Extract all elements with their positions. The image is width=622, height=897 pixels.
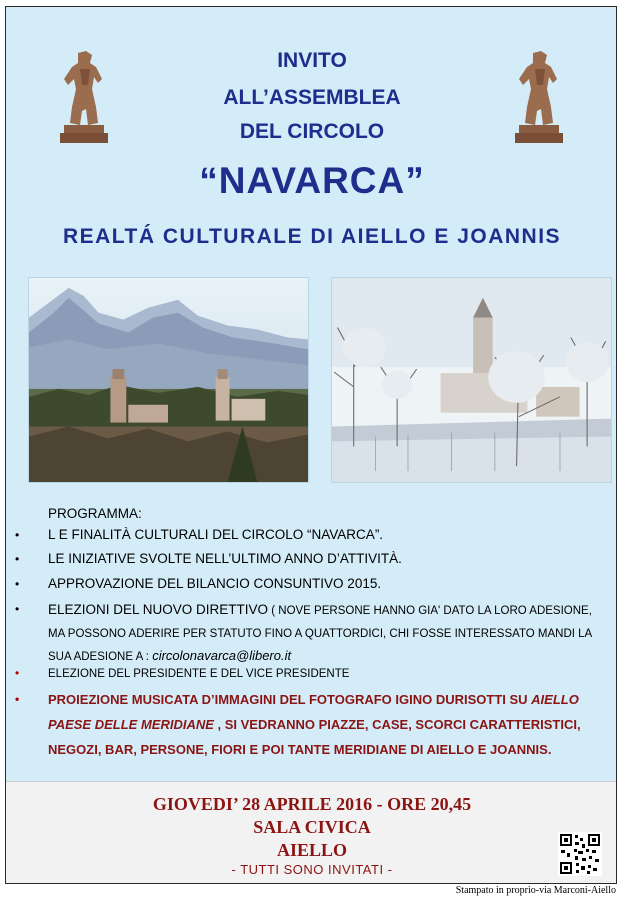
bullet-icon: • xyxy=(15,602,20,616)
projection-meridiane: PAESE DELLE MERIDIANE xyxy=(48,717,214,732)
item-text: ELEZIONE DEL PRESIDENTE E DEL VICE PRESIDENTE xyxy=(48,668,350,680)
list-item-projection xyxy=(15,687,596,762)
item-text: APPROVAZIONE DEL BILANCIO CONSUNTIVO 2015. xyxy=(48,576,382,591)
title-circolo: DEL CIRCOLO xyxy=(239,120,385,143)
footer xyxy=(6,781,617,884)
event-town: AIELLO xyxy=(276,840,348,860)
event-note: - TUTTI SONO INVITATI - xyxy=(231,862,393,877)
projection-line3: NEGOZI, BAR, PERSONE, FIORI E POI TANTE MERIDIANE DI AIELLO E JOANNIS. xyxy=(48,742,552,757)
snowy-village-photo xyxy=(331,277,612,483)
projection-line2: , SI VEDRANNO PIAZZE, CASE, SCORCI CARATTERISTICI, xyxy=(213,717,581,732)
list-item xyxy=(15,574,596,594)
elections-line3: SUA ADESIONE A : xyxy=(48,651,153,663)
list-item xyxy=(15,663,596,684)
bullet-icon: • xyxy=(15,692,20,706)
program-heading: PROGRAMMA: xyxy=(48,506,142,521)
item-text: LE INIZIATIVE SVOLTE NELL’ULTIMO ANNO D’ATTIVITÀ. xyxy=(48,551,402,566)
qr-code-image[interactable] xyxy=(558,832,602,876)
event-date: GIOVEDI’ 28 APRILE 2016 - ORE 20,45 xyxy=(152,794,472,814)
title-navarca: “NAVARCA” xyxy=(199,160,425,201)
subtitle: REALTÁ CULTURALE DI AIELLO E JOANNIS xyxy=(62,225,562,248)
bullet-icon: • xyxy=(15,577,20,591)
printed-note: Stampato in proprio-via Marconi-Aiello xyxy=(455,885,616,896)
elections-line2: MA POSSONO ADERIRE PER STATUTO FINO A QUATTORDICI, CHI FOSSE INTERESSATO MANDI LA xyxy=(48,628,593,640)
email-link[interactable]: circolonavarca@libero.it xyxy=(152,648,292,663)
event-venue: SALA CIVICA xyxy=(253,817,371,837)
title-invito: INVITO xyxy=(277,49,347,72)
bullet-icon: • xyxy=(15,552,20,566)
mountain-village-photo xyxy=(28,277,309,483)
bullet-icon: • xyxy=(15,528,20,542)
item-text: L E FINALITÀ CULTURALI DEL CIRCOLO “NAVARCA”. xyxy=(48,527,384,542)
elections-lead: ELEZIONI DEL NUOVO DIRETTIVO xyxy=(48,602,269,617)
list-item xyxy=(15,549,596,569)
elections-detail: ( NOVE PERSONE HANNO GIA' DATO LA LORO ADESIONE, xyxy=(268,605,592,617)
list-item xyxy=(15,599,596,668)
projection-line1: PROIEZIONE MUSICATA D’IMMAGINI DEL FOTOGRAFO IGINO DURISOTTI SU xyxy=(48,692,532,707)
list-item xyxy=(15,525,596,545)
poster xyxy=(5,6,617,884)
projection-aiello: AIELLO xyxy=(531,692,579,707)
bullet-icon: • xyxy=(15,666,20,680)
title-assemblea: ALL’ASSEMBLEA xyxy=(223,86,401,109)
